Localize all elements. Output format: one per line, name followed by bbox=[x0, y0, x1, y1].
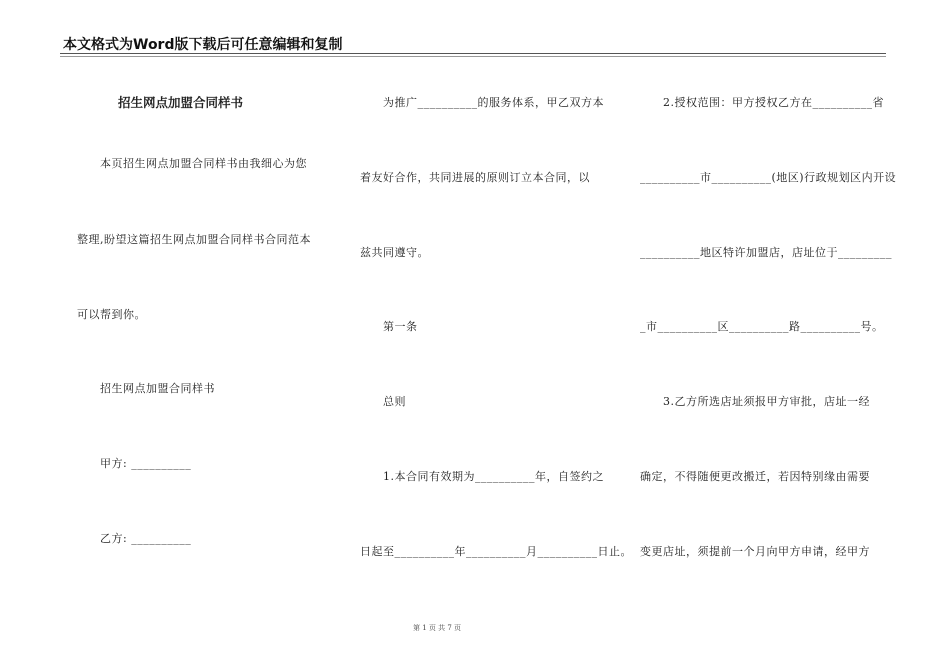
col3-line: 2.授权范围：甲方授权乙方在__________省 bbox=[663, 96, 884, 109]
col2-line: 日起至__________年__________月__________日止。 bbox=[360, 545, 632, 558]
col2-line: 为推广__________的服务体系，甲乙双方本 bbox=[383, 96, 604, 109]
col3-line: 确定，不得随便更改搬迁，若因特别缘由需要 bbox=[640, 470, 870, 483]
col3-line: __________地区特许加盟店，店址位于_________ bbox=[640, 246, 892, 259]
col3-line: _市__________区__________路__________号。 bbox=[640, 320, 884, 333]
col3-line: __________市__________(地区)行政规划区内开设 bbox=[640, 171, 897, 184]
document-header: 本文格式为Word版下载后可任意编辑和复制 bbox=[63, 37, 343, 53]
col3-line: 变更店址，须提前一个月向甲方申请，经甲方 bbox=[640, 545, 870, 558]
document-title: 招生网点加盟合同样书 bbox=[118, 95, 244, 110]
col1-line: 可以帮到你。 bbox=[77, 308, 146, 321]
col1-line: 招生网点加盟合同样书 bbox=[100, 382, 215, 395]
party-a-line: 甲方: __________ bbox=[100, 457, 192, 470]
header-rule-secondary bbox=[60, 56, 886, 57]
col3-line: 3.乙方所选店址须报甲方审批，店址一经 bbox=[663, 395, 870, 408]
col2-line: 兹共同遵守。 bbox=[360, 246, 429, 259]
header-rule bbox=[60, 53, 886, 54]
article-heading: 第一条 bbox=[383, 320, 418, 333]
party-b-line: 乙方: __________ bbox=[100, 532, 192, 545]
col2-line: 1.本合同有效期为__________年，自签约之 bbox=[383, 470, 604, 483]
page-number: 第 1 页 共 7 页 bbox=[413, 624, 462, 632]
col1-line: 整理,盼望这篇招生网点加盟合同样书合同范本 bbox=[77, 233, 311, 246]
col2-line: 着友好合作，共同进展的原则订立本合同，以 bbox=[360, 171, 590, 184]
col1-line: 本页招生网点加盟合同样书由我细心为您 bbox=[100, 157, 307, 170]
section-heading: 总则 bbox=[383, 395, 406, 408]
